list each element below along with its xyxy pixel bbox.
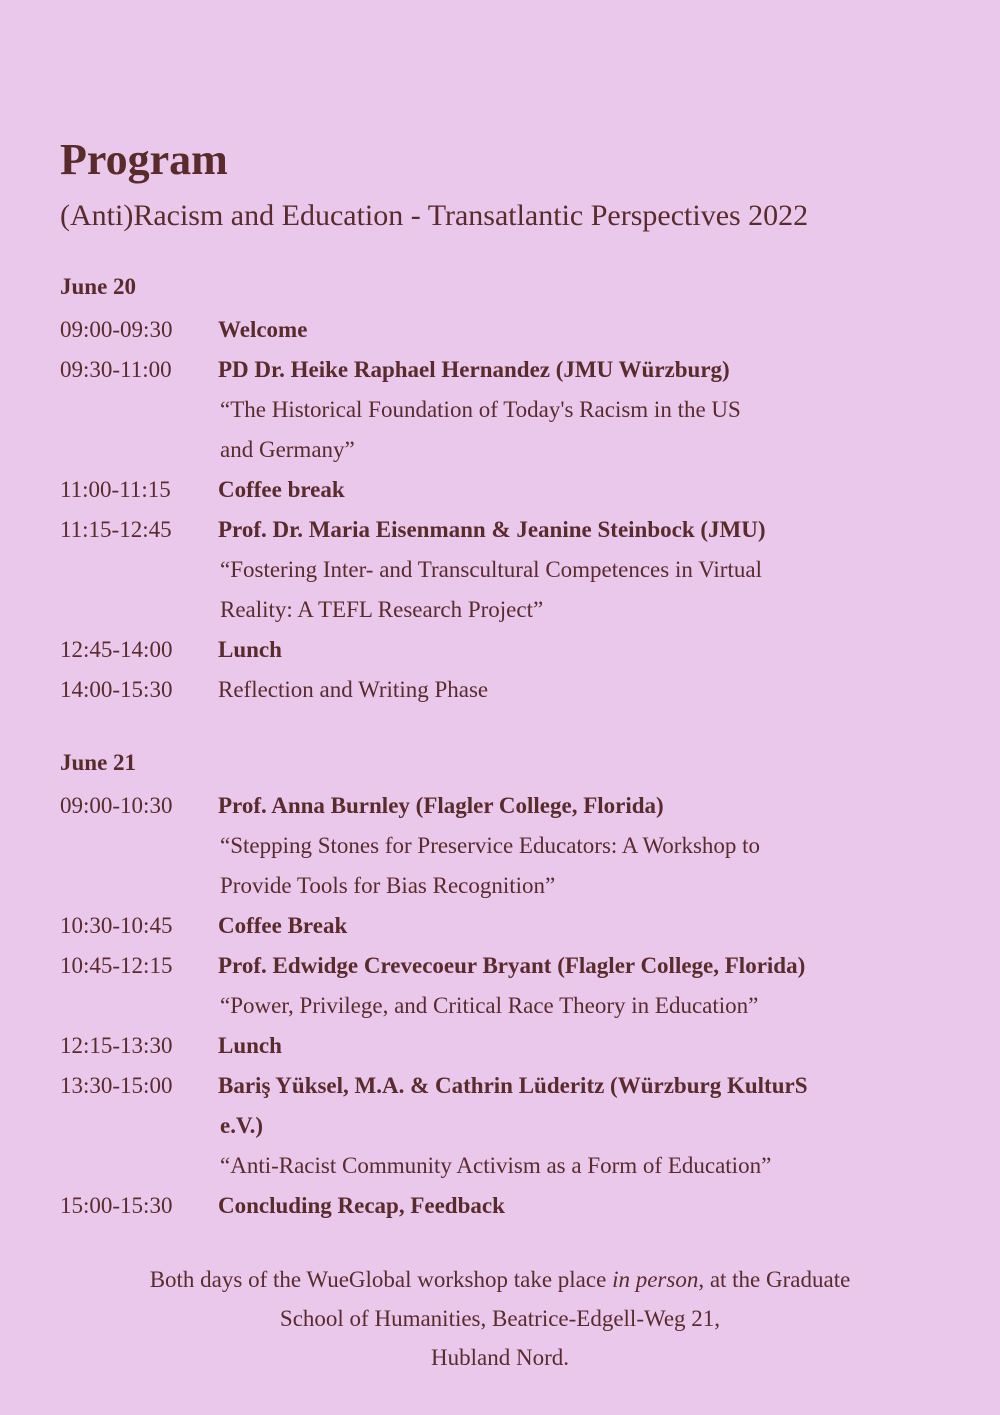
day-june-21 — [60, 748, 940, 1226]
session-row — [60, 906, 940, 946]
session-time: 09:30-11:00 — [60, 357, 172, 382]
session-title: Reflection and Writing Phase — [218, 677, 489, 702]
session-talk-line: “Fostering Inter- and Transcultural Competences in Virtual — [220, 557, 762, 582]
session-time: 12:45-14:00 — [60, 637, 173, 662]
session-title: Lunch — [218, 1033, 282, 1058]
session-title: Coffee Break — [218, 913, 348, 938]
session-speaker: Bariş Yüksel, M.A. & Cathrin Lüderitz (Würzburg KulturS — [218, 1073, 808, 1098]
session-speaker: Prof. Anna Burnley (Flagler College, Florida) — [218, 793, 664, 818]
session-title: Welcome — [218, 317, 308, 342]
session-title: Lunch — [218, 637, 282, 662]
page-subtitle: (Anti)Racism and Education - Transatlantic Perspectives 2022 — [60, 199, 809, 232]
session-time: 10:30-10:45 — [60, 913, 173, 938]
page-title: Program — [60, 135, 228, 184]
session-talk-line: “Anti-Racist Community Activism as a Form of Education” — [220, 1153, 772, 1178]
day-heading: June 21 — [60, 750, 137, 775]
session-row — [60, 1066, 940, 1186]
session-talk-line: Reality: A TEFL Research Project” — [220, 597, 544, 622]
session-speaker: Prof. Dr. Maria Eisenmann & Jeanine Steinbock (JMU) — [218, 517, 766, 542]
venue-text: , at the Graduate — [698, 1267, 851, 1292]
session-time: 10:45-12:15 — [60, 953, 173, 978]
session-row — [60, 470, 940, 510]
session-row — [60, 510, 940, 630]
session-row — [60, 946, 940, 1026]
session-row — [60, 786, 940, 906]
venue-text: Both days of the WueGlobal workshop take place — [149, 1267, 613, 1292]
day-heading: June 20 — [60, 274, 137, 299]
session-time: 11:00-11:15 — [60, 477, 171, 502]
session-row — [60, 630, 940, 670]
session-row — [60, 1026, 940, 1066]
session-speaker: PD Dr. Heike Raphael Hernandez (JMU Würzburg) — [218, 357, 730, 382]
session-speaker: e.V.) — [220, 1113, 264, 1138]
session-time: 09:00-09:30 — [60, 317, 173, 342]
session-time: 09:00-10:30 — [60, 793, 173, 818]
session-title: Concluding Recap, Feedback — [218, 1193, 505, 1218]
session-speaker: Prof. Edwidge Crevecoeur Bryant (Flagler College, Florida) — [218, 953, 806, 978]
in-person-emphasis: in person — [612, 1267, 699, 1292]
venue-note — [0, 1260, 1000, 1377]
session-row — [60, 310, 940, 350]
session-time: 13:30-15:00 — [60, 1073, 173, 1098]
session-row — [60, 350, 940, 470]
session-time: 11:15-12:45 — [60, 517, 172, 542]
session-talk-line: “Stepping Stones for Preservice Educators: A Workshop to — [220, 833, 761, 858]
session-title: Coffee break — [218, 477, 345, 502]
session-talk-line: “The Historical Foundation of Today's Racism in the US — [220, 397, 741, 422]
session-time: 12:15-13:30 — [60, 1033, 173, 1058]
session-time: 14:00-15:30 — [60, 677, 173, 702]
venue-note-line: Hubland Nord. — [431, 1345, 569, 1370]
session-talk-line: “Power, Privilege, and Critical Race Theory in Education” — [220, 993, 759, 1018]
venue-note-line — [0, 1260, 1000, 1299]
session-talk-line: and Germany” — [220, 437, 355, 462]
session-row — [60, 670, 940, 710]
day-june-20 — [60, 272, 940, 710]
venue-note-line: School of Humanities, Beatrice-Edgell-Weg 21, — [279, 1306, 721, 1331]
session-time: 15:00-15:30 — [60, 1193, 173, 1218]
session-talk-line: Provide Tools for Bias Recognition” — [220, 873, 556, 898]
session-row — [60, 1186, 940, 1226]
